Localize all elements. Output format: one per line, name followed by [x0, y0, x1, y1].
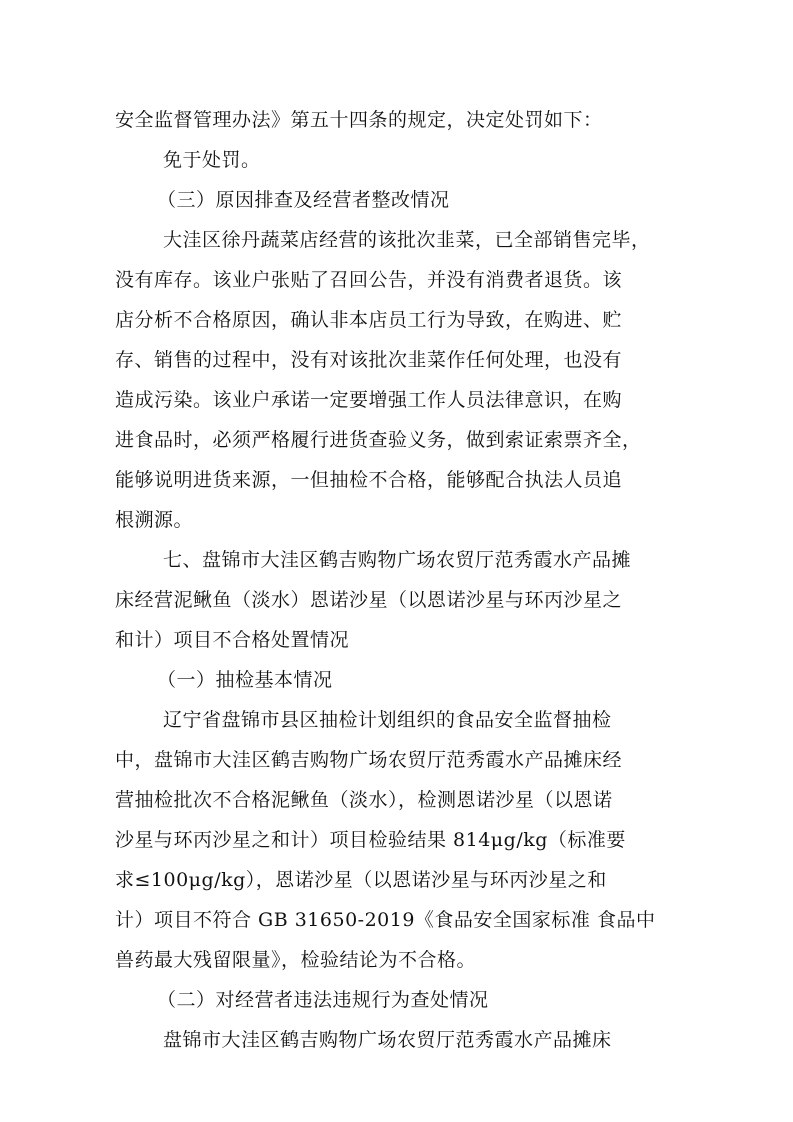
text-line: 存、销售的过程中，没有对该批次韭菜作任何处理，也没有 — [115, 349, 623, 371]
section-heading: （一）抽检基本情况 — [157, 669, 333, 691]
section-heading: （二）对经营者违法违规行为查处情况 — [157, 989, 489, 1011]
text-line: 盘锦市大洼区鹤吉购物广场农贸厅范秀霞水产品摊床 — [163, 1029, 612, 1051]
section-heading: （三）原因排查及经营者整改情况 — [157, 189, 450, 211]
text-line: 安全监督管理办法》第五十四条的规定，决定处罚如下： — [115, 109, 603, 131]
section-heading: 七、盘锦市大洼区鹤吉购物广场农贸厅范秀霞水产品摊 — [163, 549, 632, 571]
section-heading: 和计）项目不合格处置情况 — [115, 629, 350, 651]
text-line: 计）项目不符合 GB 31650-2019《食品安全国家标准 食品中 — [115, 909, 656, 931]
text-line: 造成污染。该业户承诺一定要增强工作人员法律意识，在购 — [115, 389, 623, 411]
text-line: 店分析不合格原因，确认非本店员工行为导致，在购进、贮 — [115, 309, 623, 331]
text-line: 沙星与环丙沙星之和计）项目检验结果 814μg/kg（标准要 — [115, 829, 626, 851]
text-line: 没有库存。该业户张贴了召回公告，并没有消费者退货。该 — [115, 269, 623, 291]
text-line: 根溯源。 — [115, 509, 194, 531]
text-line: 进食品时，必须严格履行进货查验义务，做到索证索票齐全， — [115, 429, 642, 451]
text-line: 免于处罚。 — [163, 149, 261, 171]
section-heading: 床经营泥鳅鱼（淡水）恩诺沙星（以恩诺沙星与环丙沙星之 — [115, 589, 623, 611]
text-line: 求≤100μg/kg），恩诺沙星（以恩诺沙星与环丙沙星之和 — [115, 869, 607, 891]
text-line: 营抽检批次不合格泥鳅鱼（淡水），检测恩诺沙星（以恩诺 — [115, 789, 613, 811]
text-line: 大洼区徐丹蔬菜店经营的该批次韭菜，已全部销售完毕， — [163, 229, 651, 251]
text-line: 辽宁省盘锦市县区抽检计划组织的食品安全监督抽检 — [163, 709, 612, 731]
text-line: 能够说明进货来源，一但抽检不合格，能够配合执法人员追 — [115, 469, 623, 491]
text-line: 兽药最大残留限量》，检验结论为不合格。 — [115, 949, 477, 971]
text-line: 中，盘锦市大洼区鹤吉购物广场农贸厅范秀霞水产品摊床经 — [115, 749, 623, 771]
